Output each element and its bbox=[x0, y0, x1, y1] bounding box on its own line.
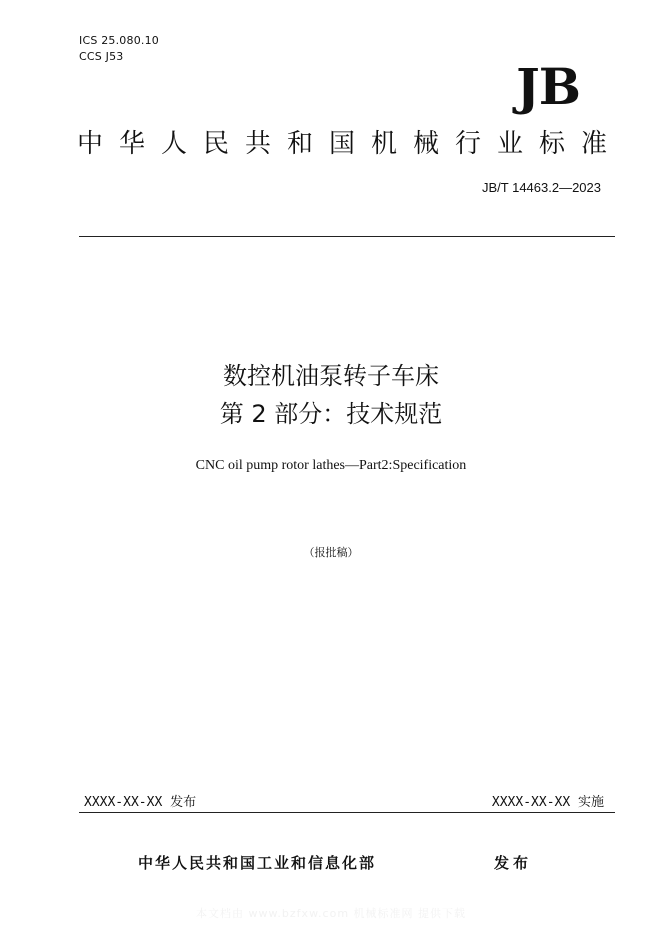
document-title-line1: 数控机油泵转子车床 bbox=[223, 362, 439, 390]
bottom-divider bbox=[79, 812, 615, 813]
issue-label: 发布 bbox=[494, 854, 533, 872]
watermark-text: 本文档由 www.bzfxw.com 机械标准网 提供下载 bbox=[195, 907, 467, 920]
implement-date: XXXX-XX-XX 实施 bbox=[491, 795, 604, 810]
issuing-ministry: 中华人民共和国工业和信息化部 bbox=[138, 854, 377, 872]
document-title-line2: 第 2 部分：技术规范 bbox=[219, 400, 443, 428]
standard-number: JB/T 14463.2—2023 bbox=[481, 180, 601, 195]
jb-logo: JB bbox=[516, 57, 580, 116]
document-title-english: CNC oil pump rotor lathes—Part2:Specification bbox=[195, 458, 467, 473]
standard-category-title: 中华人民共和国机械行业标准 bbox=[77, 129, 607, 159]
top-divider bbox=[79, 236, 615, 237]
publish-date: XXXX-XX-XX 发布 bbox=[84, 795, 197, 810]
draft-status: （报批稿） bbox=[303, 546, 359, 559]
ics-code: ICS 25.080.10 bbox=[79, 34, 159, 47]
ccs-code: CCS J53 bbox=[79, 50, 124, 63]
